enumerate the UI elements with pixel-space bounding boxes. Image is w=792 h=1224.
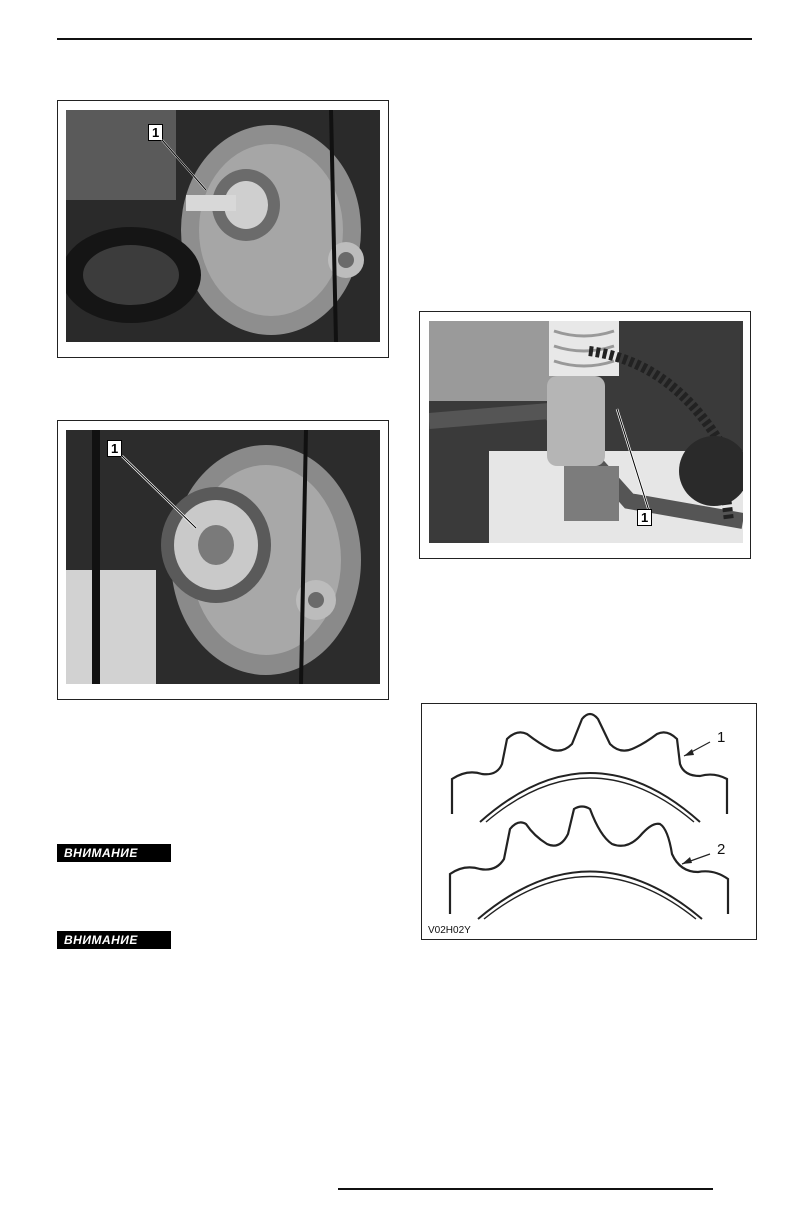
photo-bearing-housing	[66, 110, 380, 342]
sprocket-label-1: 1	[717, 729, 726, 746]
warning-badge: ВНИМАНИЕ	[57, 931, 171, 949]
header-rule	[57, 38, 752, 40]
footer-rule	[338, 1188, 713, 1190]
photo-frame-3	[419, 311, 751, 559]
photo-frame-1	[57, 100, 389, 358]
callout-1: 1	[107, 440, 122, 457]
warning-badge: ВНИМАНИЕ	[57, 844, 171, 862]
sprocket-diagram	[421, 703, 757, 940]
photo-frame-2	[57, 420, 389, 700]
figure-code: V02H02Y	[428, 925, 471, 936]
sprocket-outlines	[422, 704, 758, 941]
sprocket-label-2: 2	[717, 841, 726, 858]
photo-bearing-housing-2	[66, 430, 380, 684]
callout-1: 1	[637, 509, 652, 526]
callout-1: 1	[148, 124, 163, 141]
photo-chain-sprocket	[429, 321, 743, 543]
